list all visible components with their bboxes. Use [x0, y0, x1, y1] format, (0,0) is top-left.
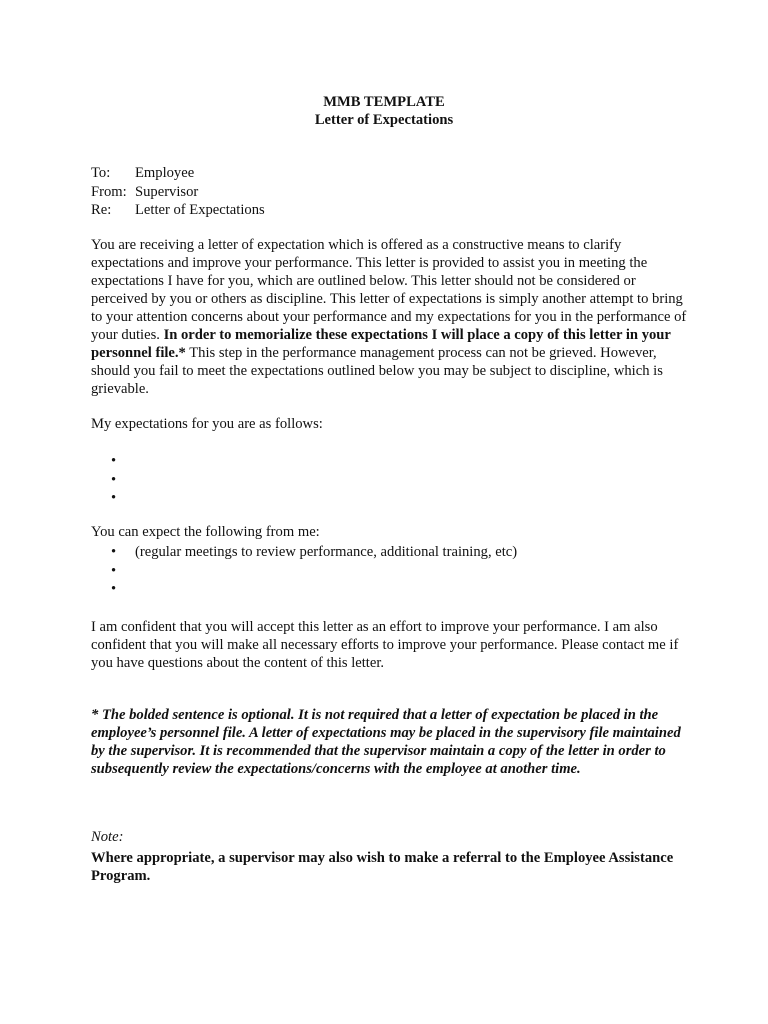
- bullet-icon: •: [111, 581, 117, 597]
- expectations-list: [91, 452, 135, 508]
- list-item: [91, 580, 517, 599]
- bullet-icon: •: [111, 471, 117, 488]
- list-item: [91, 562, 517, 581]
- intro-bold-sentence: In order to memorialize these expectations I will place a copy of this letter in your personnel file.*: [91, 327, 671, 361]
- intro-tail-text: This step in the performance management process can not be grieved. However, should you fail to meet the expectations outlined below you may be subject to discipline, which is grievable.: [91, 345, 663, 397]
- memo-header: [91, 164, 265, 220]
- list-item: [91, 489, 135, 508]
- memo-to-row: [91, 164, 265, 183]
- closing-paragraph: I am confident that you will accept this letter as an effort to improve your performance. I am also confident that you will make all necessary efforts to improve your performance. Please contact me if you have questions about the content of this letter.: [91, 619, 679, 671]
- memo-re-label: Re:: [91, 202, 112, 218]
- memo-from-row: [91, 183, 265, 202]
- supervisor-commitments-list: [91, 543, 517, 599]
- document-title: [0, 93, 768, 129]
- supervisor-commitments-heading: You can expect the following from me:: [91, 524, 320, 540]
- bullet-icon: •: [111, 544, 117, 560]
- template-title: MMB TEMPLATE: [323, 94, 445, 110]
- bullet-icon: •: [111, 490, 117, 506]
- note-label: Note:: [91, 829, 124, 845]
- note-text: Where appropriate, a supervisor may also wish to make a referral to the Employee Assistance Program.: [91, 850, 674, 884]
- list-item: [91, 471, 135, 490]
- letter-title: Letter of Expectations: [314, 112, 454, 128]
- memo-from-label: From:: [91, 183, 127, 200]
- memo-from-value: Supervisor: [135, 183, 199, 200]
- footnote-paragraph: * The bolded sentence is optional. It is not required that a letter of expectation be placed in the employee’s personnel file. A letter of expectations may be placed in the supervisory file maintained by the supervisor. It is recommended that the supervisor maintain a copy of the letter in order to subsequently review the expectations/concerns with the employee at another time.: [91, 707, 681, 777]
- bullet-icon: •: [111, 562, 117, 579]
- bullet-icon: •: [111, 453, 117, 469]
- memo-to-value: Employee: [135, 165, 195, 181]
- memo-re-value: Letter of Expectations: [135, 202, 265, 218]
- list-item: [91, 452, 135, 471]
- expectations-heading: My expectations for you are as follows:: [91, 416, 323, 432]
- list-item-text: (regular meetings to review performance, additional training, etc): [135, 544, 518, 560]
- list-item: [91, 543, 517, 562]
- intro-text: You are receiving a letter of expectation which is offered as a constructive means to clarify expectations and improve your performance. This letter is provided to assist you in meeting the expectations I have for you, which are outlined below. This letter should not be considered or perceived by you or others as discipline. This letter of expectations is simply another attempt to bring to your attention concerns about your performance and my expectations for you in the performance of your duties.: [91, 237, 687, 343]
- memo-to-label: To:: [91, 165, 111, 181]
- memo-re-row: [91, 201, 265, 220]
- intro-paragraph: [91, 236, 687, 398]
